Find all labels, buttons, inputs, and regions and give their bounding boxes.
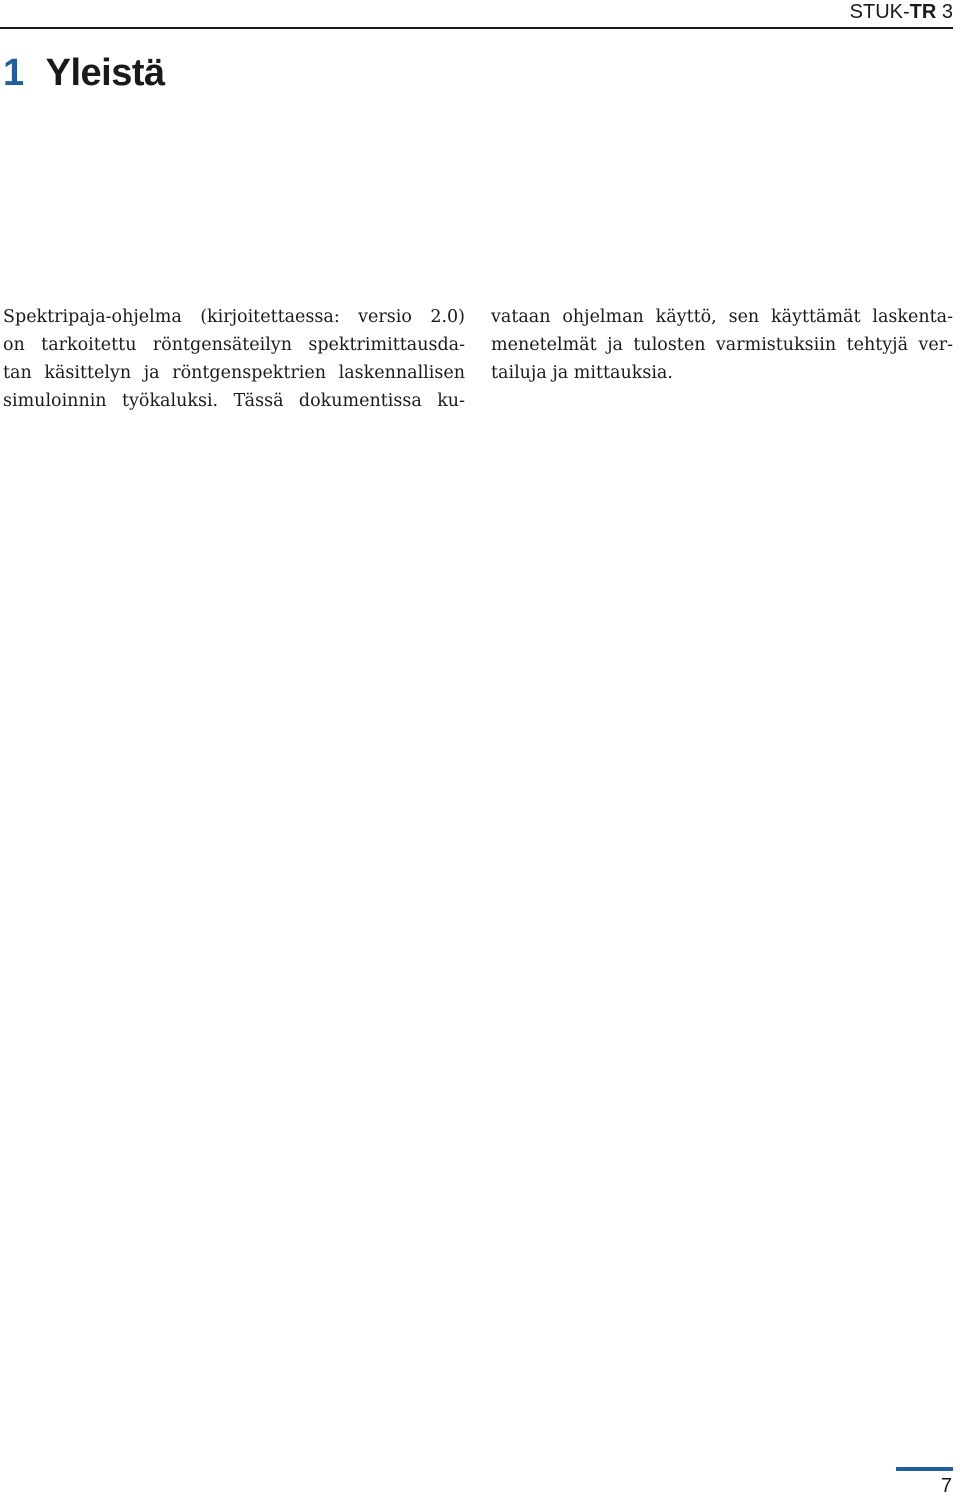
body-line: simuloinnin työkaluksi. Tässä dokumentissa ku-	[3, 391, 465, 411]
body-column-left	[3, 303, 465, 415]
series-number: 3	[936, 1, 953, 23]
series-bold: TR	[909, 1, 937, 23]
body-line: vataan ohjelman käyttö, sen käyttämät laskenta-	[491, 307, 953, 327]
chapter-heading	[3, 52, 165, 95]
report-series-label	[850, 1, 953, 24]
body-line: menetelmät ja tulosten varmistuksiin tehtyjä ver-	[491, 335, 953, 355]
body-column-right	[491, 303, 953, 387]
header-rule	[0, 27, 953, 29]
page-number: 7	[940, 1475, 952, 1497]
body-line: on tarkoitettu röntgensäteilyn spektrimittausda-	[3, 335, 465, 355]
body-line: Spektripaja-ohjelma (kirjoitettaessa: versio 2.0)	[3, 307, 465, 327]
series-prefix: STUK-	[849, 1, 910, 23]
chapter-title: Yleistä	[45, 52, 165, 94]
chapter-number: 1	[3, 52, 24, 94]
body-line: tailuja ja mittauksia.	[491, 363, 673, 383]
body-line: tan käsittelyn ja röntgenspektrien laskennallisen	[3, 363, 465, 383]
footer-accent-bar	[896, 1467, 953, 1471]
